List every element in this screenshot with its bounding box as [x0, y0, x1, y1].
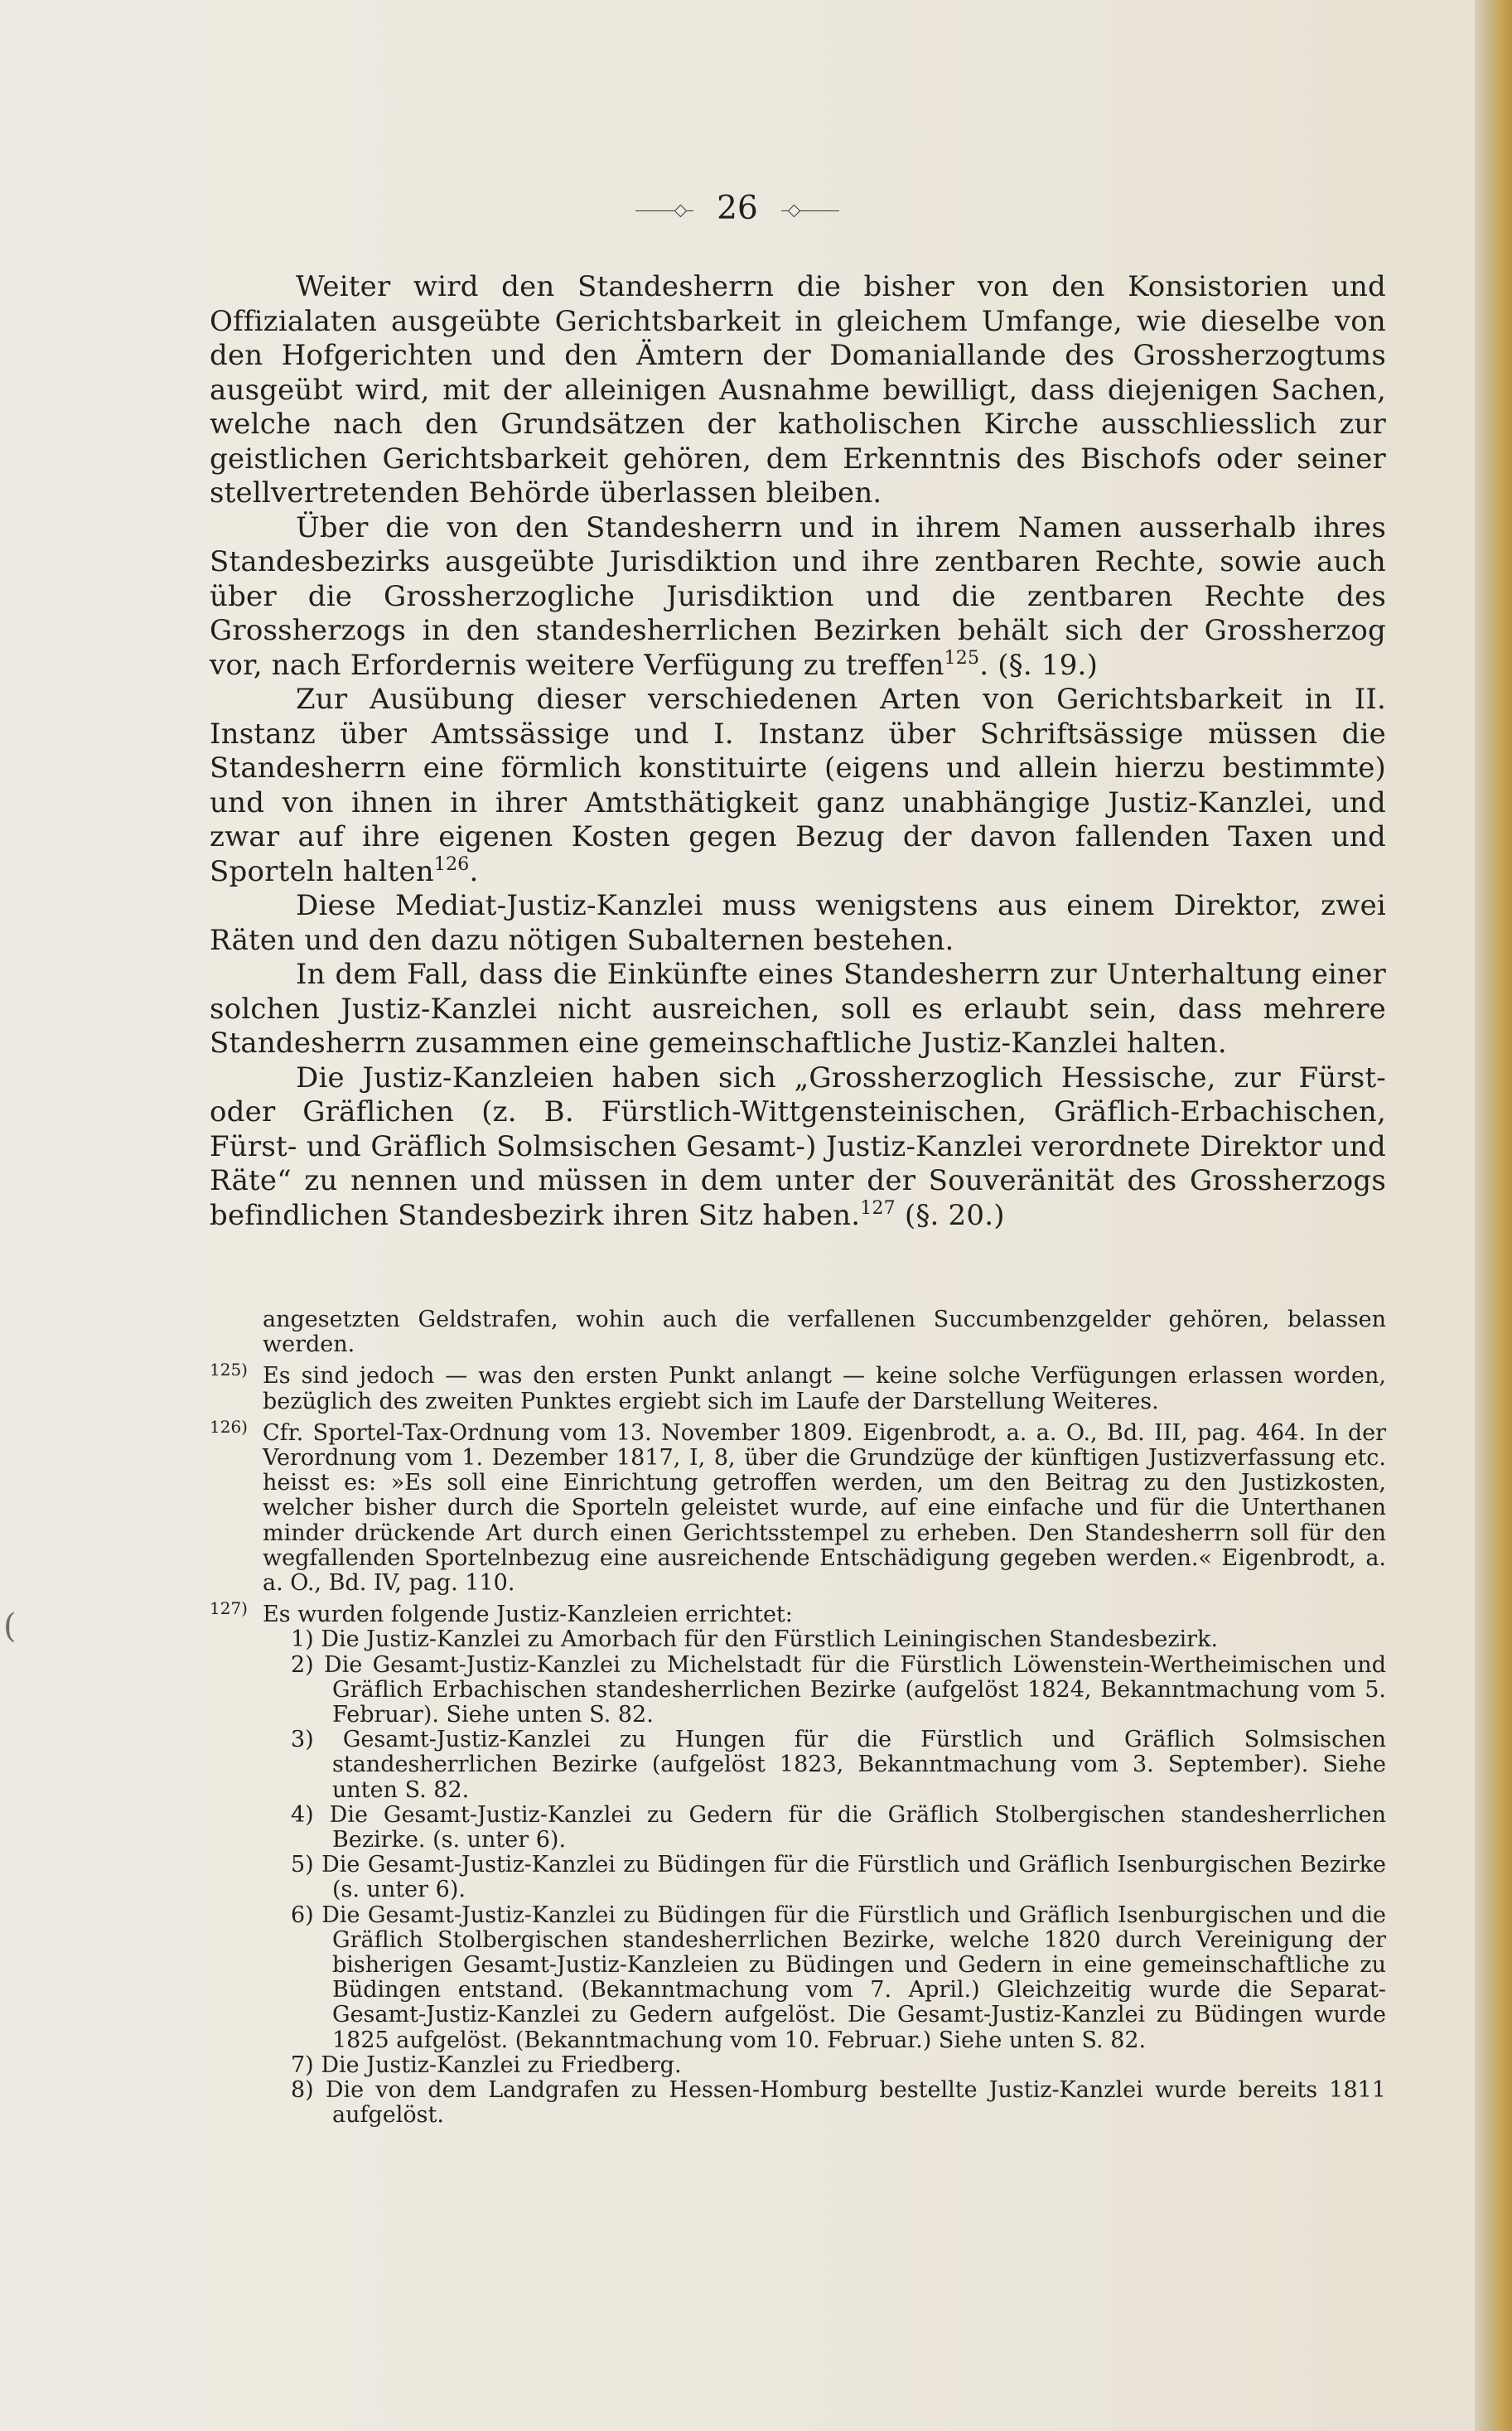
footnotes: [210, 1307, 1386, 2129]
paragraph: Diese Mediat-Justiz-Kanzlei muss wenigstens aus einem Direktor, zwei Räten und den dazu nötigen Subalternen bestehen.: [210, 889, 1386, 957]
footnote-separator: [210, 1274, 1386, 1275]
ornament-right-icon: [781, 210, 839, 211]
footnote-continuation: angesetzten Geldstrafen, wohin auch die verfallenen Succumbenzgelder gehören, belassen werden.: [263, 1307, 1386, 1358]
list-item: 3) Gesamt-Justiz-Kanzlei zu Hungen für die Fürstlich und Gräflich Solmsischen standesherrlichen Bezirke (aufgelöst 1823, Bekanntmachung vom 3. September). Siehe unten S. 82.: [291, 1727, 1386, 1803]
paragraph: Über die von den Standesherrn und in ihrem Namen ausserhalb ihres Standesbezirks ausgeübte Jurisdiktion und ihre zentbaren Rechte, sowie auch über die Grossherzogliche Jurisdiktion und die zentbaren Rechte des Grossherzogs in den standesherrlichen Bezirken behält sich der Grossherzog vor, nach Erfordernis weitere Verfügung zu treffen$^{125}$. (§. 19.): [210, 510, 1386, 682]
ornament-left-icon: [635, 210, 693, 211]
footnote: 126) Cfr. Sportel-Tax-Ordnung vom 13. November 1809. Eigenbrodt, a. a. O., Bd. III, pag. 464. In der Verordnung vom 1. Dezember 1817, I, 8, über die Grundzüge der künftigen Justizverfassung etc. heisst es: »Es soll eine Einrichtung getroffen werden, um den Beitrag zu den Justizkosten, welcher bisher durch die Sporteln geleistet wurde, auf eine einfache und für die Unterthanen minder drückende Art durch einen Gerichtsstempel zu erheben. Den Standesherrn soll für den wegfallenden Sportelnbezug eine ausreichende Entschädigung gegeben werden.« Eigenbrodt, a. a. O., Bd. IV, pag. 110.: [210, 1414, 1386, 1596]
footnote-ref: 126: [433, 853, 470, 875]
paragraph: Zur Ausübung dieser verschiedenen Arten von Gerichtsbarkeit in II. Instanz über Amtssässige und I. Instanz über Schriftsässige müssen die Standesherrn eine förmlich konstituirte (eigens und allein hierzu bestimmte) und von ihnen in ihrer Amtsthätigkeit ganz unabhängige Justiz-Kanzlei, und zwar auf ihre eigenen Kosten gegen Bezug der davon fallenden Taxen und Sporteln halten$^{126}$.: [210, 683, 1386, 888]
footnote: 127) Es wurden folgende Justiz-Kanzleien errichtet:: [210, 1596, 1386, 1627]
paragraph: Die Justiz-Kanzleien haben sich „Grossherzoglich Hessische, zur Fürst- oder Gräflichen (z. B. Fürstlich-Wittgensteinischen, Gräflich-Erbachischen, Fürst- und Gräflich Solmsischen Gesamt-) Justiz-Kanzlei verordnete Direktor und Räte“ zu nennen und müssen in dem unter der Souveränität des Grossherzogs befindlichen Standesbezirk ihren Sitz haben.$^{127}$ (§. 20.): [210, 1061, 1386, 1232]
paragraph: In dem Fall, dass die Einkünfte eines Standesherrn zur Unterhaltung einer solchen Justiz-Kanzlei nicht ausreichen, soll es erlaubt sein, dass mehrere Standesherrn zusammen eine gemeinschaftliche Justiz-Kanzlei halten.: [210, 958, 1386, 1060]
list-item: 5) Die Gesamt-Justiz-Kanzlei zu Büdingen für die Fürstlich und Gräflich Isenburgischen Bezirke (s. unter 6).: [291, 1852, 1386, 1903]
footnote-number: 125): [210, 1360, 248, 1380]
list-item: 2) Die Gesamt-Justiz-Kanzlei zu Michelstadt für die Fürstlich Löwenstein-Wertheimischen und Gräflich Erbachischen standesherrlichen Bezirke (aufgelöst 1824, Bekanntmachung vom 5. Februar). Siehe unten S. 82.: [291, 1651, 1386, 1728]
margin-mark: (: [3, 1607, 17, 1646]
list-item: 7) Die Justiz-Kanzlei zu Friedberg.: [291, 2052, 682, 2078]
paragraph: Weiter wird den Standesherrn die bisher von den Konsistorien und Offizialaten ausgeübte Gerichtsbarkeit in gleichem Umfange, wie dieselbe von den Hofgerichten und den Ämtern der Domaniallande des Grossherzogtums ausgeübt wird, mit der alleinigen Ausnahme bewilligt, dass diejenigen Sachen, welche nach den Grundsätzen der katholischen Kirche ausschliesslich zur geistlichen Gerichtsbarkeit gehören, dem Erkenntnis des Bischofs oder seiner stellvertretenden Behörde überlassen bleiben.: [210, 270, 1386, 510]
list-item: 4) Die Gesamt-Justiz-Kanzlei zu Gedern für die Gräflich Stolbergischen standesherrlichen Bezirke. (s. unter 6).: [291, 1801, 1386, 1853]
footnote-number: 126): [210, 1416, 248, 1437]
page-edge: [1475, 0, 1512, 2431]
page-header: [0, 189, 1475, 229]
list-item: 8) Die von dem Landgrafen zu Hessen-Homburg bestellte Justiz-Kanzlei wurde bereits 1811 aufgelöst.: [291, 2077, 1386, 2129]
list-item: 6) Die Gesamt-Justiz-Kanzlei zu Büdingen für die Fürstlich und Gräflich Isenburgischen und die Gräflich Stolbergischen standesherrlichen Bezirke, welche 1820 durch Vereinigung der bisherigen Gesamt-Justiz-Kanzleien zu Büdingen und Gedern in eine gemeinschaftliche zu Büdingen entstand. (Bekanntmachung vom 7. April.) Gleichzeitig wurde die Separat-Gesamt-Justiz-Kanzlei zu Gedern aufgelöst. Die Gesamt-Justiz-Kanzlei zu Büdingen wurde 1825 aufgelöst. (Bekanntmachung vom 10. Februar.) Siehe unten S. 82.: [291, 1902, 1386, 2053]
footnote-ref: 127: [860, 1197, 896, 1219]
list-item: 1) Die Justiz-Kanzlei zu Amorbach für den Fürstlich Leiningischen Standesbezirk.: [291, 1626, 1219, 1653]
main-text: [210, 270, 1386, 1233]
footnote-number: 127): [210, 1598, 248, 1619]
page-number: 26: [717, 190, 758, 227]
footnote: 125) Es sind jedoch — was den ersten Punkt anlangt — keine solche Verfügungen erlassen worden, bezüglich des zweiten Punktes ergiebt sich im Laufe der Darstellung Weiteres.: [210, 1357, 1386, 1414]
footnote-ref: 125: [944, 647, 980, 669]
